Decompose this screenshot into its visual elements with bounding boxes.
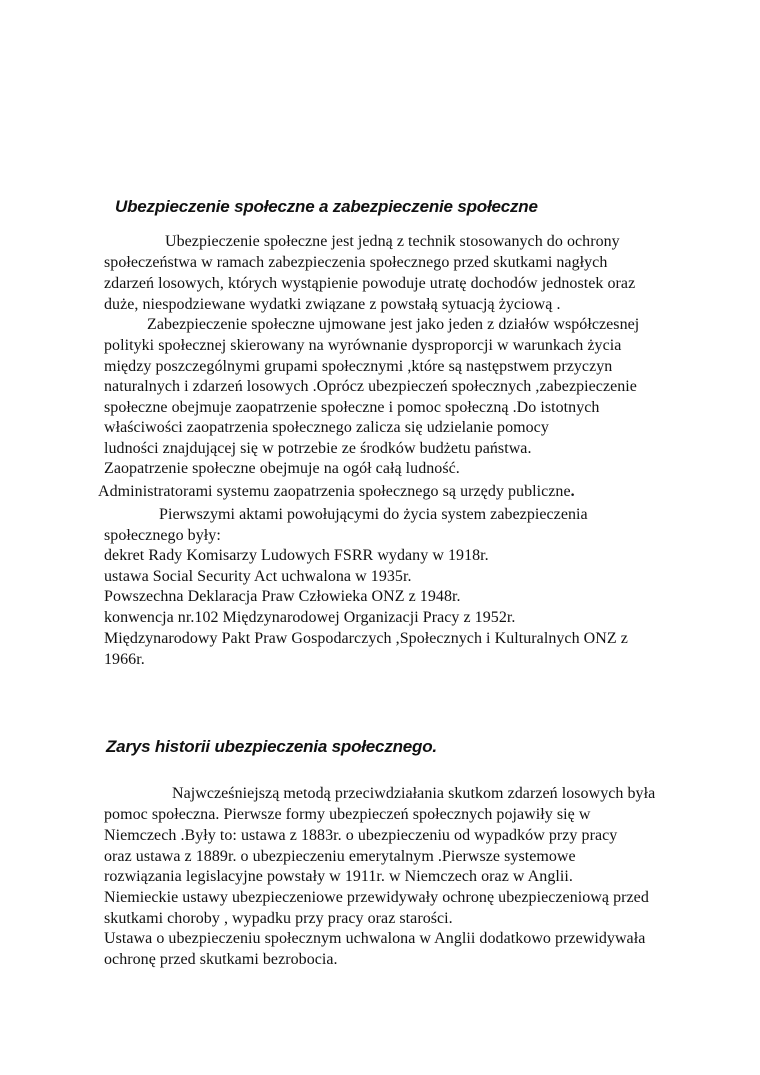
paragraph-line: między poszczególnymi grupami społecznymi ,które są następstwem przyczyn: [104, 358, 613, 375]
section-heading-insurance: Ubezpieczenie społeczne a zabezpieczenie społeczne: [115, 197, 538, 216]
list-item: ustawa Social Security Act uchwalona w 1935r.: [104, 568, 412, 585]
paragraph-line: naturalnych i zdarzeń losowych .Oprócz ubezpieczeń społecznych ,zabezpieczenie: [104, 378, 637, 395]
paragraph-line: oraz ustawa z 1889r. o ubezpieczeniu emerytalnym .Pierwsze systemowe: [104, 848, 576, 865]
paragraph-line: Najwcześniejszą metodą przeciwdziałania skutkom zdarzeń losowych była: [172, 785, 656, 802]
paragraph-line: Niemczech .Były to: ustawa z 1883r. o ubezpieczeniu od wypadków przy pracy: [104, 827, 618, 844]
paragraph-line: rozwiązania legislacyjne powstały w 1911r. w Niemczech oraz w Anglii.: [104, 868, 573, 885]
paragraph-line: skutkami choroby , wypadku przy pracy oraz starości.: [104, 910, 453, 927]
section-heading-history: Zarys historii ubezpieczenia społecznego.: [106, 737, 437, 756]
list-item: konwencja nr.102 Międzynarodowej Organizacji Pracy z 1952r.: [104, 609, 516, 626]
paragraph-line: zdarzeń losowych, których wystąpienie powoduje utratę dochodów jednostek oraz: [104, 275, 636, 292]
list-item: 1966r.: [104, 651, 145, 668]
line-text: Administratorami systemu zaopatrzenia społecznego są urzędy publiczne: [98, 483, 571, 500]
paragraph-line: ochronę przed skutkami bezrobocia.: [104, 951, 338, 968]
paragraph-line: społeczne obejmuje zaopatrzenie społeczne i pomoc społeczną .Do istotnych: [104, 399, 600, 416]
paragraph-line: duże, niespodziewane wydatki związane z powstałą sytuacją życiową .: [104, 296, 561, 313]
paragraph-line: właściwości zaopatrzenia społecznego zalicza się udzielanie pomocy: [104, 419, 549, 436]
list-item: Powszechna Deklaracja Praw Człowieka ONZ z 1948r.: [104, 588, 461, 605]
paragraph-line: Pierwszymi aktami powołującymi do życia system zabezpieczenia: [159, 506, 588, 523]
paragraph-line: ludności znajdującej się w potrzebie ze środków budżetu państwa.: [104, 440, 532, 457]
paragraph-line: społecznego były:: [104, 527, 221, 544]
paragraph-line: polityki społecznej skierowany na wyrównanie dysproporcji w warunkach życia: [104, 337, 622, 354]
paragraph-line: Zaopatrzenie społeczne obejmuje na ogół całą ludność.: [104, 460, 460, 477]
paragraph-line: pomoc społeczna. Pierwsze formy ubezpieczeń społecznych pojawiły się w: [104, 806, 591, 823]
paragraph-line: Ustawa o ubezpieczeniu społecznym uchwalona w Anglii dodatkowo przewidywała: [104, 930, 646, 947]
list-item: Międzynarodowy Pakt Praw Gospodarczych ,Społecznych i Kulturalnych ONZ z: [104, 630, 628, 647]
paragraph-line: Niemieckie ustawy ubezpieczeniowe przewidywały ochronę ubezpieczeniową przed: [104, 889, 649, 906]
paragraph-line: Ubezpieczenie społeczne jest jedną z technik stosowanych do ochrony: [165, 233, 620, 250]
paragraph-line: Zabezpieczenie społeczne ujmowane jest jako jeden z działów współczesnej: [147, 316, 640, 333]
list-item: dekret Rady Komisarzy Ludowych FSRR wydany w 1918r.: [104, 547, 489, 564]
paragraph-line: społeczeństwa w ramach zabezpieczenia społecznego przed skutkami nagłych: [104, 254, 608, 271]
bold-period: .: [570, 483, 575, 500]
paragraph-line: [98, 482, 575, 502]
